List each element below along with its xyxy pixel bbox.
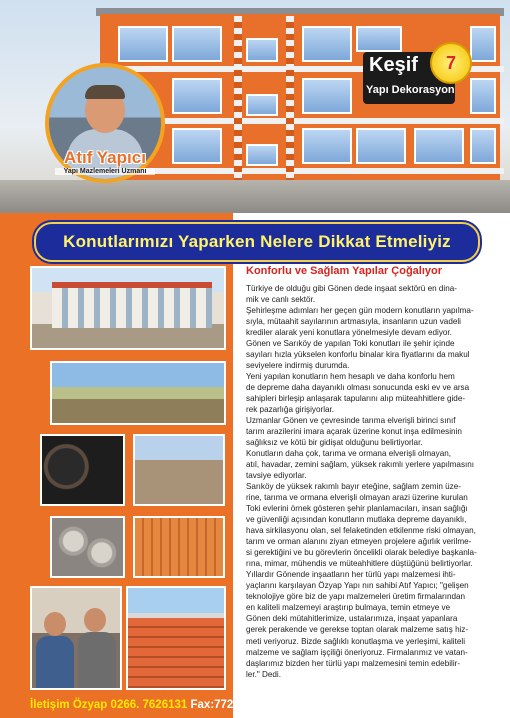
article-paragraph: Konutların daha çok, tarıma ve ormana elverişli olmayan, atıl, havadar, zemini sağlam, yüksek rakımlı yerlere yapılmasını tavsiye ediyorlar. [246, 449, 475, 481]
window [470, 128, 496, 164]
landscape-photo [50, 361, 226, 425]
article-paragraph: Şehirleşme adımları her geçen gün modern konutların yapılma- sıyla, mütaahit sayılarının artmasıyla, insanların uzun vadeli krediler alarak yeni konutlara yönelmesiyle devam ediyor. [246, 306, 474, 338]
person-caption [55, 148, 155, 175]
window [302, 78, 352, 114]
person-name: Atıf Yapıcı [64, 148, 146, 167]
person-body [36, 636, 74, 690]
window [356, 128, 406, 164]
article-paragraph: Uzmanlar Gönen ve çevresinde tarıma elverişli birinci sınıf tarım arazilerini imara açarak üzerine konut inşa edilmesinin sağlıksız ve kötü bir gidişat olduğunu belirtiyorlar. [246, 416, 462, 448]
issue-number-badge: 7 [430, 42, 472, 84]
shop-owners-photo [30, 586, 122, 690]
concrete-pipes-photo [50, 516, 125, 578]
article-subheading: Konforlu ve Sağlam Yapılar Çoğalıyor [246, 265, 443, 277]
window [172, 78, 222, 114]
left-orange-band [0, 213, 30, 718]
article-paragraph: Yıllardır Gönende inşaatların her türlü yapı malzemesi ihti- yaçlarını karşılayan Özyap Yapı nın sahibi Atıf Yapıcı; "gelişen teknolojiye göre biz de yapı malzemeleri üretim firmalarından en kaliteli malzemeyi araştırıp bulmaya, temin etmeye ve Gönen deki mütahitlerimize, ustalarımıza, inşaat yapanlara gerek perakende ve gerekse toptan olarak malzeme satış hiz- meti veriyoruz. Bizde sağlıklı konutlaşma ve yerleşimi, kaliteli malzeme ve sağlam işçiliği öneriyoruz. Firmalarımız ve vatan- daşlarımız bizden her türlü yapı malzemesini temin edebilir- ler." Dedi. [246, 570, 469, 679]
article-headline: Konutlarımızı Yaparken Nelere Dikkat Etmeliyiz [63, 232, 451, 251]
facade-stripe [286, 16, 294, 180]
window [470, 78, 496, 114]
window [172, 26, 222, 62]
ground-plaza [0, 180, 510, 213]
roofing-rolls-photo [40, 434, 125, 506]
window [172, 128, 222, 164]
article-body [246, 283, 504, 680]
headline-banner [34, 222, 480, 262]
contact-label: İletişim Özyap [30, 699, 108, 711]
window [356, 26, 402, 52]
contact-line [30, 697, 259, 714]
apartment-block [52, 286, 212, 328]
person-face [44, 612, 66, 636]
facade-stripe [234, 16, 242, 180]
apartment-roof [52, 282, 212, 288]
window [118, 26, 168, 62]
window [246, 38, 278, 62]
brand-name: Keşif [369, 54, 418, 76]
article-paragraph: Gönen ve Sarıköy de yapılan Toki konutları ile şehir içinde sayıları hızla yükselen konforlu binalar kira fiyatlarını da makul seviyelere indirmiş durumda. [246, 339, 470, 371]
clay-pipes-photo [133, 516, 225, 578]
header-banner [0, 0, 510, 213]
window [302, 26, 352, 62]
window [414, 128, 464, 164]
floor-band [96, 168, 504, 174]
window [302, 128, 352, 164]
window [246, 94, 278, 116]
construction-site-photo [133, 434, 225, 506]
window [470, 26, 496, 62]
toki-housing-photo [30, 266, 226, 350]
bricks-photo [126, 586, 226, 690]
person-face [84, 608, 106, 632]
person-title: Yapı Mazlemeleri Uzmanı [55, 168, 155, 175]
portrait-hair [85, 85, 125, 99]
article-paragraph: Sarıköy de yüksek rakımlı bayır eteğine, sağlam zemin üze- rine, tarıma ve ormana elverişli olmayan arazi üzerine kurulan Toki evlerini örnek gösteren şehir planlamacıları, insan sağlığı ve güvenliği açısından konutların mutlaka depreme dayanıklı, hava sirkilasyonu olan, sel felaketinden etkilenme riski olmayan, tarım ve orman alanını ziyan etmeyen projelere ağırlık verilme- si gerektiğini ve bu görevlerin öncelikli olarak belediye başkanla- rına, mimar, mühendis ve müteahhitlere düştüğünü belirtiyorlar. [246, 482, 477, 569]
brand-tagline: Yapı Dekorasyon [366, 84, 455, 96]
window [246, 144, 278, 166]
person-body [78, 632, 116, 690]
article-paragraph: Yeni yapılan konutların hem hesaplı ve daha konforlu hem de depreme daha dayanıklı olması sonucunda eski ev ve arsa sahipleri birleşip anlaşarak tapularını alıp müteahhitlere gide- rek pazarlığa girişiyorlar. [246, 372, 470, 415]
contact-fax: Fax:7728574 [190, 699, 259, 711]
contact-phone: 0266. 7626131 [110, 699, 188, 711]
article-paragraph: Türkiye de olduğu gibi Gönen dede inşaat sektörü en dina- mik ve canlı sektör. [246, 284, 457, 305]
